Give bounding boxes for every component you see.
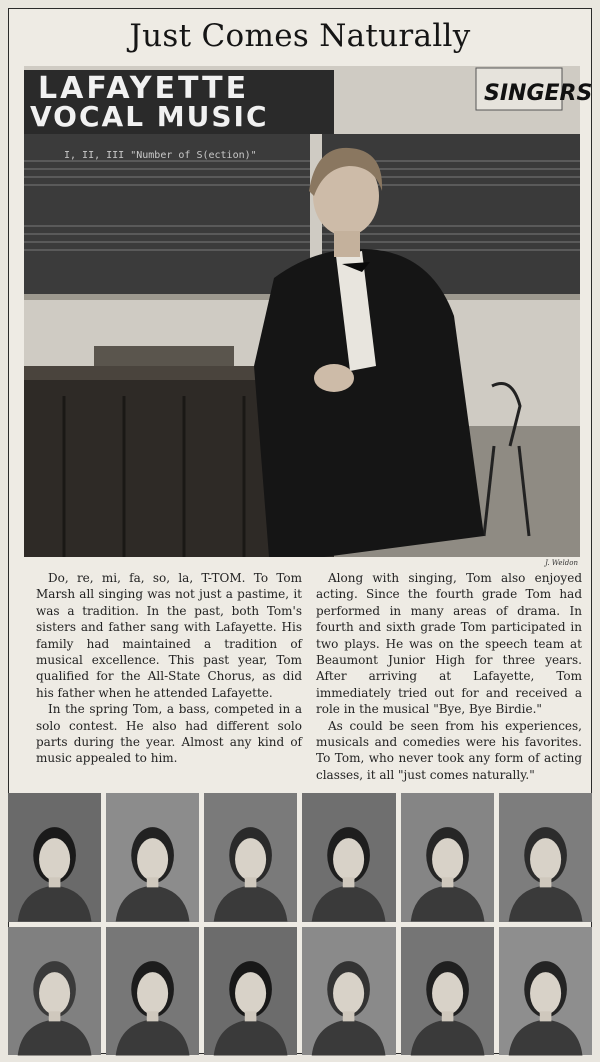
- page-title: Just Comes Naturally: [129, 18, 471, 54]
- student-portrait: [401, 927, 494, 1056]
- music-room-scene: [24, 66, 593, 557]
- student-portrait: [106, 793, 199, 922]
- student-portrait: [401, 793, 494, 922]
- paragraph: Do, re, mi, fa, so, la, T-TOM. To Tom Marsh all singing was not just a pastime, it was a tradition. In the past, both Tom's sisters and father sang with Lafayette. His family had maintained a tradition of musical excellence. This past year, Tom qualified for the All-State Chorus, as did his father when he attended Lafayette.: [36, 571, 302, 700]
- student-portrait: [499, 927, 592, 1056]
- student-portrait: [106, 927, 199, 1056]
- student-portrait: [204, 927, 297, 1056]
- article-body: [36, 570, 582, 785]
- chalk-note: I, II, III "Number of S(ection)": [64, 150, 257, 161]
- main-photo: [24, 66, 593, 557]
- student-portrait: [499, 793, 592, 922]
- paragraph: Along with singing, Tom also enjoyed acting. Since the fourth grade Tom had performed in many areas of drama. In fourth and sixth grade Tom participated in two plays. He was on the speech team at Beaumont Junior High for three years. After arriving at Lafayette, Tom immediately tried out for and received a role in the musical "Bye, Bye Birdie.": [316, 571, 582, 717]
- banner-line2: VOCAL MUSIC: [30, 100, 269, 133]
- singers-sign: SINGERS: [484, 81, 593, 106]
- portrait-grid: [8, 793, 592, 1055]
- student-portrait: [8, 927, 101, 1056]
- student-portrait: [302, 793, 395, 922]
- photo-credit: J. Weldon: [545, 559, 578, 567]
- student-portrait: [204, 793, 297, 922]
- paragraph: In the spring Tom, a bass, competed in a solo contest. He also had different solo parts during the year. Almost any kind of music appealed to him.: [36, 702, 302, 766]
- paragraph: As could be seen from his experiences, musicals and comedies were his favorites. To Tom, who never took any form of acting classes, it all "just comes naturally.": [316, 718, 582, 782]
- student-portrait: [302, 927, 395, 1056]
- student-portrait: [8, 793, 101, 922]
- banner-line1: LAFAYETTE: [38, 71, 250, 106]
